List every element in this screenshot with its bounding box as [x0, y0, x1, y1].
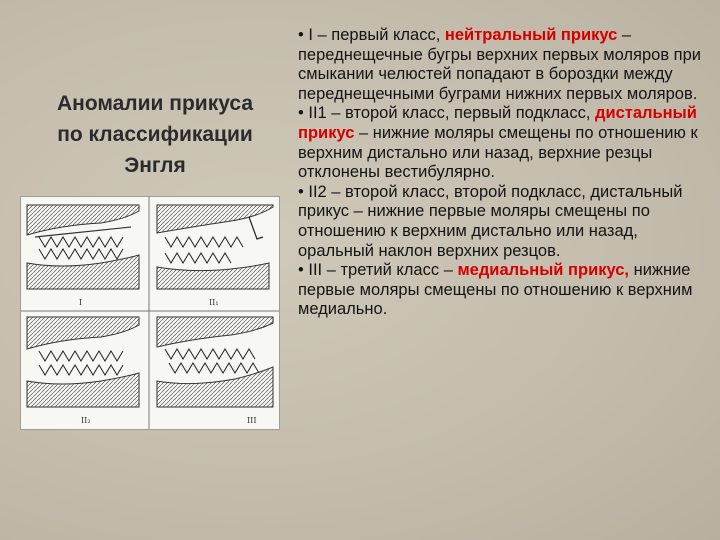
class-1-term-highlight: нейтральный прикус: [444, 26, 618, 44]
panel-label-2-1: II₁: [209, 298, 219, 307]
class-1-lead: • I – первый класс,: [298, 26, 445, 44]
jaw-diagram-class-1: [27, 205, 139, 307]
class-2-1-lead: • II1 – второй класс, первый подкласс,: [298, 104, 595, 123]
class-2-1-description: – нижние моляры смещены по отношению к верхним дистально или назад, верхние резцы отклонены вестибулярно.: [298, 123, 698, 182]
jaw-diagram-class-2-2: [27, 317, 139, 425]
class-2-1-paragraph: [298, 104, 708, 182]
panel-label-1: I: [79, 298, 83, 307]
class-3-term-highlight: медиальный прикус,: [457, 261, 630, 280]
jaw-diagrams: [21, 197, 279, 429]
angle-classification-illustration: [20, 196, 280, 430]
jaw-diagram-class-3: [157, 317, 273, 425]
slide-title: [30, 88, 280, 181]
jaw-diagram-class-2-1: [157, 205, 273, 307]
panel-label-2-2: II₂: [81, 416, 91, 425]
class-2-2-text: • II2 – второй класс, второй подкласс, дистальный прикус – нижние первые моляры смещены по отношению к верхним дистально или назад, оральный наклон верхних резцов.: [298, 182, 683, 260]
class-3-lead: • III – третий класс –: [298, 261, 458, 280]
class-3-paragraph: [298, 261, 708, 320]
title-line-1: Аномалии прикуса: [56, 92, 254, 115]
panel-label-3: III: [247, 416, 257, 425]
class-2-1-term-highlight: дистальный прикус: [298, 104, 697, 142]
class-3-description: нижние первые моляры смещены по отношению к верхним медиально.: [298, 261, 693, 319]
class-1-description: – переднещечные бугры верхних первых моляров при смыкании челюстей попадают в бороздки между переднещечными буграми нижних первых моляров.: [298, 26, 702, 103]
title-line-3: Энгля: [124, 154, 186, 177]
classification-text: [298, 26, 708, 320]
title-line-2: по классификации: [57, 123, 253, 146]
class-1-paragraph: [298, 26, 708, 104]
class-2-2-paragraph: [298, 183, 708, 261]
